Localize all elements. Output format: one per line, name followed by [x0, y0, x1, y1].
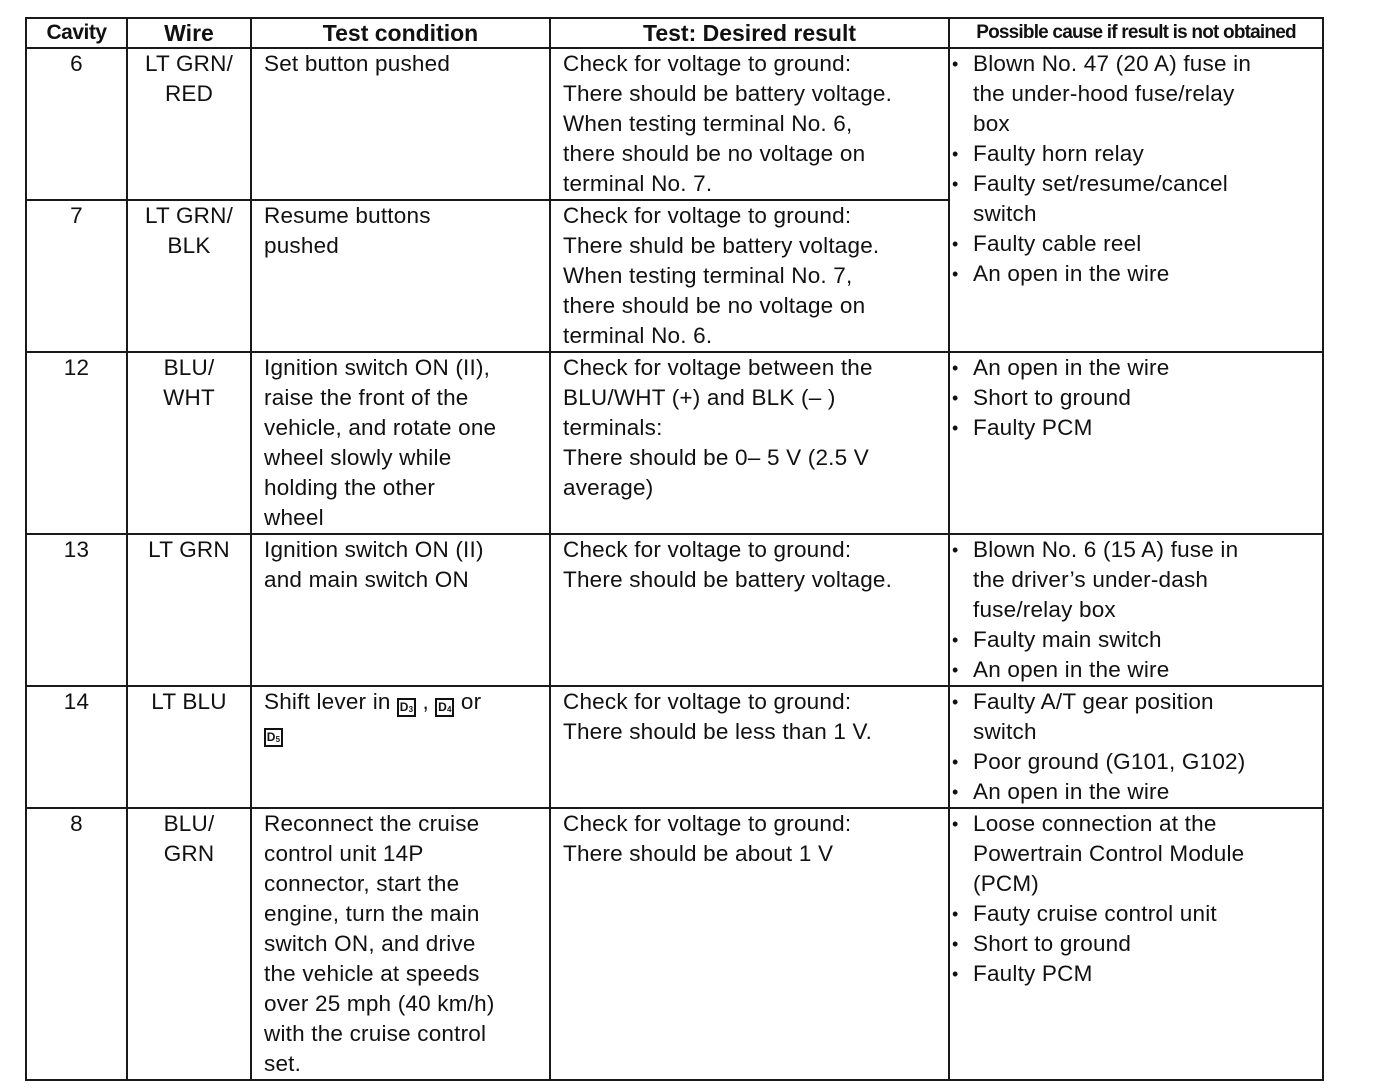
wire-cell — [127, 200, 251, 352]
condition-cell — [251, 534, 550, 686]
condition-cell — [251, 808, 550, 1080]
table-row — [26, 352, 1323, 534]
header-desired-result: Test: Desired result — [550, 18, 949, 48]
condition-text: Resume buttons pushed — [264, 203, 431, 258]
cavity-value: 14 — [63, 689, 90, 714]
result-text: Check for voltage to ground: There shuld be battery voltage. When testing terminal No. 7, there should be no voltage on terminal No. 6. — [563, 203, 880, 348]
cause-item: • Faulty PCM — [950, 959, 1322, 989]
wire-value: BLU/ GRN — [163, 811, 215, 866]
cause-list — [950, 535, 1322, 685]
condition-cell — [251, 200, 550, 352]
wire-value: LT BLU — [151, 689, 227, 714]
result-text: Check for voltage between the BLU/WHT (+) and BLK (– ) terminals: There should be 0– 5 V (2.5 V average) — [563, 355, 873, 500]
cause-cell-12 — [949, 352, 1323, 534]
table-row — [26, 808, 1323, 1080]
result-text: Check for voltage to ground: There should be less than 1 V. — [563, 689, 873, 744]
wire-cell — [127, 686, 251, 808]
condition-cell — [251, 352, 550, 534]
table-row — [26, 534, 1323, 686]
condition-prefix: Shift lever in — [264, 689, 391, 714]
cavity-value: 8 — [70, 811, 83, 836]
condition-separator: or — [460, 689, 482, 714]
gear-d4-icon: $D_4$ — [435, 698, 454, 717]
cavity-cell — [26, 534, 127, 686]
result-cell — [550, 200, 949, 352]
cavity-value: 6 — [70, 51, 83, 76]
wire-value: BLU/ WHT — [163, 355, 215, 410]
cause-item: • Faulty PCM — [950, 413, 1322, 443]
cause-item: • Loose connection at the Powertrain Control Module (PCM) — [950, 809, 1322, 899]
cause-item: • An open in the wire — [950, 655, 1322, 685]
condition-text: Ignition switch ON (II) and main switch ON — [264, 537, 484, 592]
wire-cell — [127, 352, 251, 534]
cavity-value: 13 — [63, 537, 90, 562]
cavity-cell — [26, 686, 127, 808]
cause-item: • Faulty A/T gear position switch — [950, 687, 1322, 747]
wire-value: LT GRN/ RED — [144, 51, 234, 106]
cause-item: • An open in the wire — [950, 259, 1322, 289]
cause-cell-13 — [949, 534, 1323, 686]
result-cell — [550, 534, 949, 686]
cause-cell-8 — [949, 808, 1323, 1080]
cause-item: • Faulty set/resume/cancel switch — [950, 169, 1322, 229]
header-wire: Wire — [127, 18, 251, 48]
gear-d5-icon: $D_5$ — [264, 728, 283, 747]
cause-item: • Faulty horn relay — [950, 139, 1322, 169]
cause-cell-14 — [949, 686, 1323, 808]
cause-item: • Short to ground — [950, 929, 1322, 959]
table-row — [26, 686, 1323, 808]
cavity-cell — [26, 352, 127, 534]
cause-item: • An open in the wire — [950, 777, 1322, 807]
cause-item: • An open in the wire — [950, 353, 1322, 383]
condition-cell — [251, 686, 550, 808]
cause-list — [950, 353, 1322, 443]
wire-cell — [127, 534, 251, 686]
condition-cell — [251, 48, 550, 200]
wire-cell — [127, 808, 251, 1080]
cavity-cell — [26, 808, 127, 1080]
cause-item: • Blown No. 47 (20 A) fuse in the under-hood fuse/relay box — [950, 49, 1322, 139]
cavity-value: 7 — [70, 203, 83, 228]
cause-item: • Poor ground (G101, G102) — [950, 747, 1322, 777]
result-text: Check for voltage to ground: There should be about 1 V — [563, 811, 852, 866]
cause-item: • Blown No. 6 (15 A) fuse in the driver’s under-dash fuse/relay box — [950, 535, 1322, 625]
cause-list — [950, 49, 1322, 289]
cause-item: • Faulty main switch — [950, 625, 1322, 655]
header-cavity: Cavity — [26, 18, 127, 48]
cavity-cell — [26, 48, 127, 200]
result-text: Check for voltage to ground: There should be battery voltage. — [563, 537, 893, 592]
result-cell — [550, 808, 949, 1080]
condition-text — [252, 687, 549, 747]
wire-cell — [127, 48, 251, 200]
condition-text: Ignition switch ON (II), raise the front of the vehicle, and rotate one wheel slowly while holding the other wheel — [264, 355, 497, 530]
cause-item: • Fauty cruise control unit — [950, 899, 1322, 929]
cause-list — [950, 809, 1322, 989]
result-cell — [550, 686, 949, 808]
cause-item: • Short to ground — [950, 383, 1322, 413]
header-row — [26, 18, 1323, 48]
cause-item: • Faulty cable reel — [950, 229, 1322, 259]
result-text: Check for voltage to ground: There should be battery voltage. When testing terminal No. 6, there should be no voltage on terminal No. 7. — [563, 51, 893, 196]
cruise-control-test-table — [25, 17, 1324, 1081]
condition-text: Set button pushed — [264, 51, 451, 76]
cavity-cell — [26, 200, 127, 352]
gear-d3-icon: $D_3$ — [397, 698, 416, 717]
cause-cell-6-7 — [949, 48, 1323, 352]
condition-separator: , — [422, 689, 429, 714]
cause-list — [950, 687, 1322, 807]
wire-value: LT GRN — [148, 537, 230, 562]
table-row — [26, 48, 1323, 200]
header-possible-cause: Possible cause if result is not obtained — [949, 18, 1323, 48]
result-cell — [550, 352, 949, 534]
wire-value: LT GRN/ BLK — [144, 203, 234, 258]
cavity-value: 12 — [63, 355, 90, 380]
result-cell — [550, 48, 949, 200]
header-test-condition: Test condition — [251, 18, 550, 48]
condition-text: Reconnect the cruise control unit 14P connector, start the engine, turn the main switch ON, and drive the vehicle at speeds over 25 mph (40 km/h) with the cruise control set. — [264, 811, 495, 1076]
